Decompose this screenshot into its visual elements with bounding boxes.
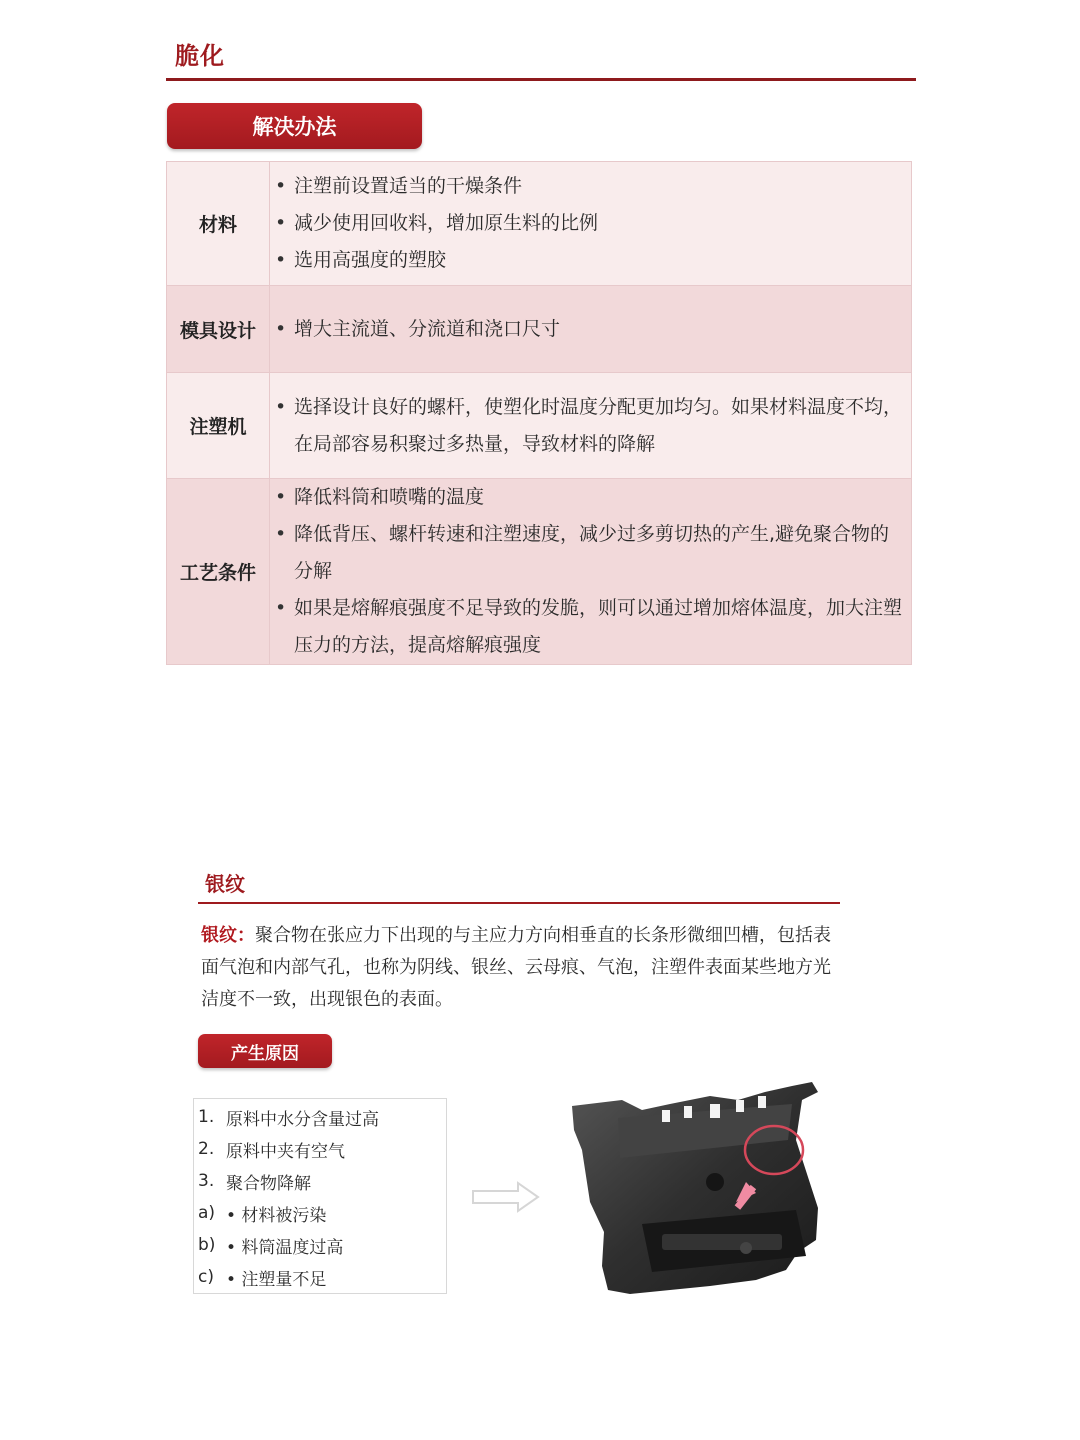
solution-table [166,161,912,665]
list-item: a) • 材料被污染 [198,1203,327,1226]
list-item: • 选用高强度的塑胶 [294,242,903,279]
list-item: • 降低背压、螺杆转速和注塑速度，减少过多剪切热的产生,避免聚合物的分解 [294,516,903,590]
list-item: • 注塑前设置适当的干燥条件 [294,168,903,205]
definition-term: 银纹： [201,925,255,946]
row-category: 注塑机 [167,373,270,479]
table-row [167,162,912,286]
section-title-brittleness: 脆化 [175,42,225,70]
list-item: • 降低料筒和喷嘴的温度 [294,479,903,516]
row-category: 工艺条件 [167,479,270,665]
table-row [167,286,912,373]
list-item: c) • 注塑量不足 [198,1267,327,1290]
list-item: 3. 聚合物降解 [198,1171,311,1194]
list-item: • 如果是熔解痕强度不足导致的发脆，则可以通过增加熔体温度，加大注塑压力的方法，提高熔解痕强度 [294,590,903,664]
row-category: 模具设计 [167,286,270,373]
list-item: 2. 原料中夹有空气 [198,1139,345,1162]
table-row [167,373,912,479]
section-title-silver-streak: 银纹 [205,872,245,896]
list-item: 1. 原料中水分含量过高 [198,1107,379,1130]
title-divider [198,902,840,904]
list-item: • 选择设计良好的螺杆，使塑化时温度分配更加均匀。如果材料温度不均，在局部容易积聚过多热量，导致材料的降解 [294,389,903,463]
cause-label: 产生原因 [198,1034,332,1068]
table-row [167,479,912,665]
title-divider [166,78,916,81]
molded-part-image [560,1080,830,1295]
list-item: • 减少使用回收料，增加原生料的比例 [294,205,903,242]
definition-text: 聚合物在张应力下出现的与主应力方向相垂直的长条形微细凹槽，包括表面气泡和内部气孔，也称为阴线、银丝、云母痕、气泡，注塑件表面某些地方光洁度不一致，出现银色的表面。 [201,925,831,1010]
solution-label: 解决办法 [167,103,422,149]
list-item: • 增大主流道、分流道和浇口尺寸 [294,311,903,348]
cause-list [193,1098,447,1294]
list-item: b) • 料筒温度过高 [198,1235,344,1258]
row-category: 材料 [167,162,270,286]
arrow-right-icon [470,1180,542,1214]
definition-paragraph [201,920,841,1016]
